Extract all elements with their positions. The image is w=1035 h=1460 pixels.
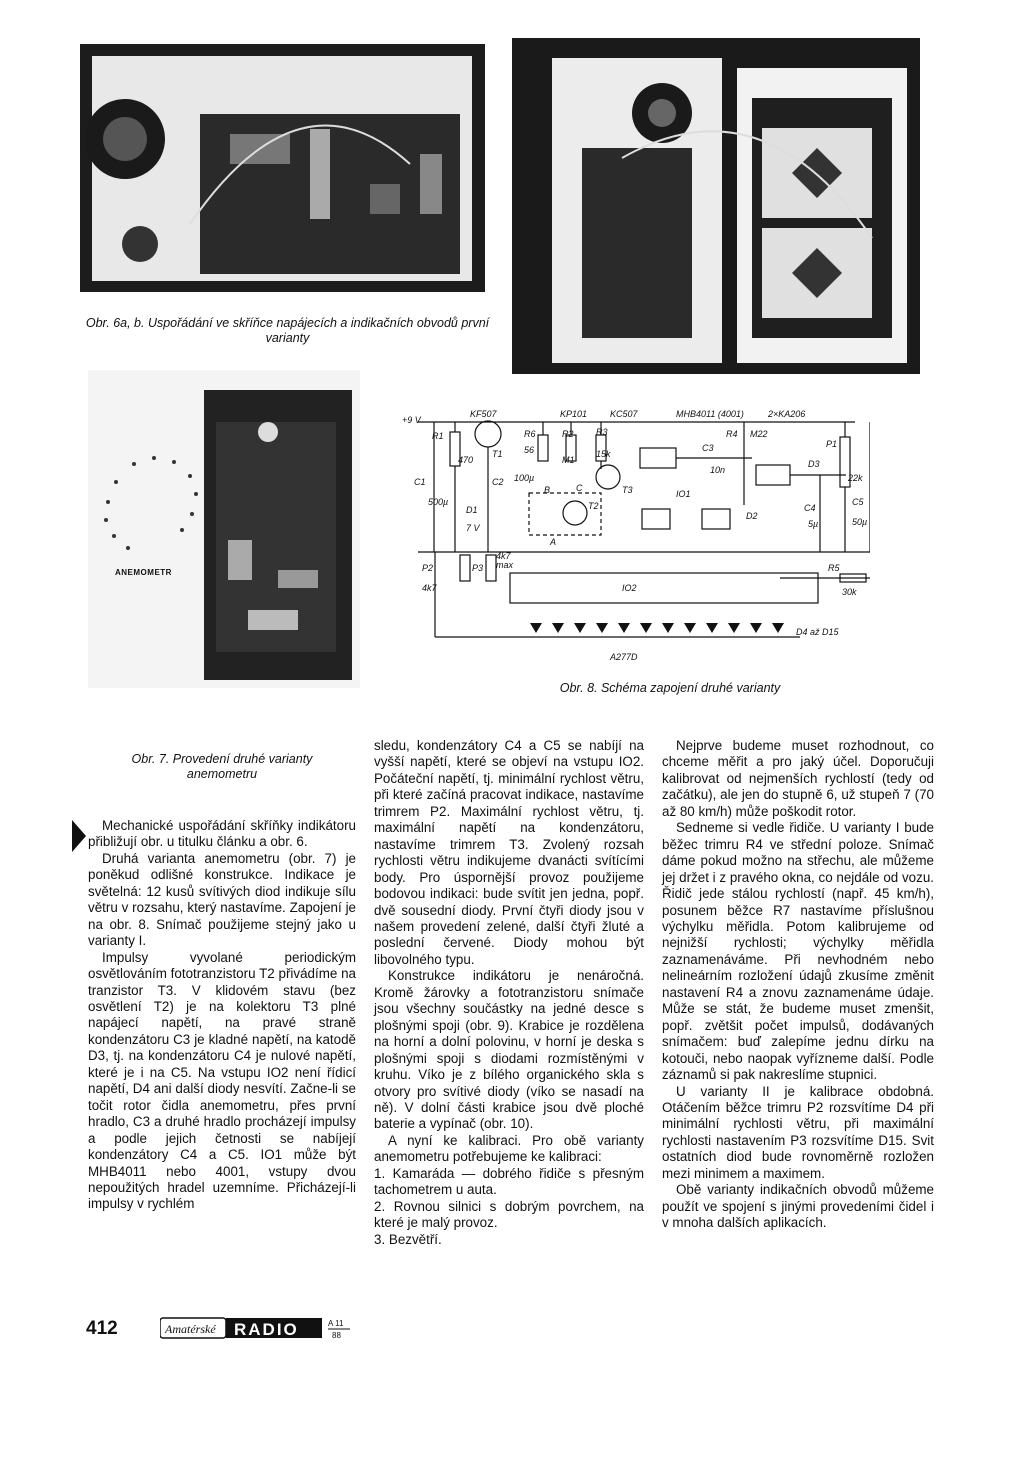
schem-label-m22: M22	[750, 429, 768, 439]
schem-label-b: B	[544, 485, 551, 495]
schem-label-t3: T3	[622, 485, 633, 495]
col2-para-1: sledu, kondenzátory C4 a C5 se nabíjí na vyšší napětí, které se objeví na vstupu IO2. Počáteční napětí, tj. minimální rychlost větru, při které začíná pracovat indikace, nastavíme trimrem P2. Maximální rychlost větru, tj. maximální napětí na kondenzátoru, nastavíme trimrem T3. Zvolený rozsah rychlosti větru indikujeme dvanácti svítícími body. Pro úspornější provoz použijeme bodovou indikaci: bude svítit jen jedna, popř. dvě sousední diody. První čtyři diody jsou v našem provedení zelené, další čtyři žluté a poslední červené. Diody mohou být libovolného typu.	[374, 738, 644, 967]
schem-label-supply: +9 V	[402, 415, 421, 425]
schem-label-c1: C1	[414, 477, 426, 487]
col2-list-item-2: 2. Rovnou silnici s dobrým povrchem, na které je malý provoz.	[374, 1198, 644, 1231]
schem-label-m1: M1	[562, 455, 575, 465]
col2-list-item-3: 3. Bezvětří.	[374, 1231, 442, 1247]
schem-label-c50u: 50µ	[852, 517, 868, 527]
schem-label-ka206: 2×KA206	[768, 409, 806, 419]
schem-label-c2: C2	[492, 477, 504, 487]
schem-label-r2: R2	[562, 429, 574, 439]
schem-label-c500u: 500µ	[428, 497, 449, 507]
col3-para-3: U varianty II je kalibrace obdobná. Otáčením běžce trimru P2 rozsvítíme D4 při minimální rychlosti větru, při maximální rychlosti nastavením P3 rozsvítíme D15. Svit ostatních diod bude rovnoměrně rozložen mezi minimem a maximem.	[662, 1083, 934, 1181]
text-column-3	[662, 738, 934, 1232]
page-number: 412	[86, 1318, 118, 1339]
schem-label-kc507: KC507	[610, 409, 638, 419]
schem-label-d2: D2	[746, 511, 758, 521]
schem-label-v7: 7 V	[466, 523, 480, 533]
col1-para-1: Mechanické uspořádání skříňky indikátoru přibližují obr. u titulku článku a obr. 6.	[88, 818, 356, 850]
schem-label-kp101: KP101	[560, 409, 588, 419]
logo-block: RADIO	[234, 1320, 299, 1339]
col2-list-item-1: 1. Kamaráda — dobrého řidiče s přesným tachometrem u auta.	[374, 1165, 644, 1198]
schem-label-io1: IO1	[676, 489, 691, 499]
col3-para-1: Nejprve budeme muset rozhodnout, co chceme měřit a pro jaký účel. Doporučuji kalibrovat od nejmenších rychlostí (tedy od začátku), ale jen do stupně 6, už stupeň 7 (70 až 80 km/h) může poškodit rotor.	[662, 738, 934, 819]
caption-fig8: Obr. 8. Schéma zapojení druhé varianty	[559, 681, 781, 695]
schem-label-kf507: KF507	[470, 409, 497, 419]
schem-label-c5u: 5µ	[808, 519, 819, 529]
logo-issue-bottom: 88	[332, 1331, 341, 1340]
schem-label-d1: D1	[466, 505, 478, 515]
photo-fig6b	[512, 38, 920, 374]
text-column-1	[88, 818, 356, 1213]
schem-label-r1: R1	[432, 431, 444, 441]
schem-label-r5: R5	[828, 563, 840, 573]
logo-issue-top: A 11	[328, 1319, 344, 1328]
photo-fig7	[88, 370, 360, 688]
photo-fig7-image	[88, 370, 360, 688]
schem-label-c3: C3	[702, 443, 714, 453]
schem-label-r22k: 22k	[848, 473, 863, 483]
caption-fig6: Obr. 6a, b. Uspořádání ve skříňce napájecích a indikačních obvodů první varianty	[85, 316, 490, 345]
schem-label-mhb: MHB4011 (4001)	[676, 409, 744, 419]
anemometer-label: ANEMOMETR	[115, 568, 172, 577]
schem-label-r4: R4	[726, 429, 738, 439]
schem-label-max: max	[496, 560, 514, 570]
schem-label-r470: 470	[458, 455, 474, 465]
schem-label-r56: 56	[524, 445, 535, 455]
col1-para-3: Impulsy vyvolané periodickým osvětlováním fototranzistoru T2 přivádíme na tranzistor T3. V klidovém stavu (bez osvětlení T2) je na kolektoru T3 plné napájecí napětí, na pravé straně kondenzátoru C3 je kladné napětí, na katodě D3, tj. na kondenzátoru C4 je nulové napětí, které je i na C5. Na vstupu IO2 není řídicí napětí, D4 ani další diody nesvítí. Začne-li se točit rotor čidla anemometru, přes první hradlo, C3 a druhé hradlo procházejí impulsy a podle jejich četnosti se nabíjejí kondenzátory C4 a C5. IO1 může být MHB4011 nebo 4001, vstupy dvou nepoužitých hradel uzemníme. Přicházejí-li impulsy v rychlém	[88, 949, 356, 1212]
text-column-2	[374, 738, 644, 1248]
schem-label-io2: IO2	[622, 583, 637, 593]
schem-label-a: A	[550, 537, 557, 547]
schem-label-c4: C4	[804, 503, 816, 513]
photo-fig6b-image	[512, 38, 920, 374]
schem-label-a277: A277D	[610, 652, 638, 662]
schem-label-r30k: 30k	[842, 587, 857, 597]
photo-fig6a	[80, 44, 485, 292]
article-marker	[72, 820, 86, 852]
schem-label-p3v: 4k7	[496, 551, 511, 561]
schem-label-c100u: 100µ	[514, 473, 535, 483]
col3-para-4: Obě varianty indikačních obvodů můžeme použít ve spojení s jinými provedeními čidel i v mnoha dalších aplikacích.	[662, 1182, 934, 1231]
schem-label-t1: T1	[492, 449, 503, 459]
caption-fig7: Obr. 7. Provedení druhé varianty anemometru	[131, 752, 313, 781]
schem-label-p3: P3	[472, 563, 484, 573]
col1-para-2: Druhá varianta anemometru (obr. 7) je poněkud odlišné konstrukce. Indikace je světelná: 12 kusů svítivých diod indikuje sílu větru v rozsahu, který nastavíme. Zapojení je na obr. 8. Snímač použijeme stejný jako u varianty I.	[88, 850, 356, 949]
photo-fig6a-image	[80, 44, 485, 292]
schem-label-p1: P1	[826, 439, 838, 449]
col2-para-3: A nyní ke kalibraci. Pro obě varianty anemometru potřebujeme ke kalibraci:	[374, 1132, 644, 1165]
magazine-logo	[160, 1316, 358, 1340]
logo-script: Amatérské	[165, 1322, 216, 1336]
schem-label-t2: T2	[588, 501, 599, 511]
schem-label-p2: P2	[422, 563, 434, 573]
schem-label-r6: R6	[524, 429, 536, 439]
col2-para-2: Konstrukce indikátoru je nenáročná. Kromě žárovky a fototranzistoru snímače jsou všechny součástky na jedné desce s plošnými spoji (obr. 9). Krabice je rozdělena na horní a dolní polovinu, v horní je deska s plošnými spoji s diodami rozmístěnými v kruhu. Víko je z bílého organického skla s otvory pro svítivé diody (víko se nasadí na ně). V dolní části krabice jsou dvě ploché baterie a vypínač (obr. 10).	[374, 968, 644, 1132]
schem-label-p2v: 4k7	[422, 583, 437, 593]
schem-label-c10n: 10n	[710, 465, 726, 475]
schem-label-r15k: 15k	[596, 449, 611, 459]
schem-label-r3: R3	[596, 427, 608, 437]
schem-label-dled: D4 až D15	[796, 627, 839, 637]
schematic-fig8	[400, 405, 870, 670]
schem-label-c: C	[576, 483, 583, 493]
schem-label-d3: D3	[808, 459, 820, 469]
schem-label-c5: C5	[852, 497, 864, 507]
col3-para-2: Sedneme si vedle řidiče. U varianty I bude běžec trimru R4 ve střední poloze. Snímač dáme pokud možno na střechu, ale můžeme jej držet i z pravého okna, co nejdále od vozu. Řidič jede stálou rychlostí (např. 45 km/h), posunem běžce R7 nastavíme příslušnou výchylku měřidla. Potom kalibrujeme od nejnižší rychlosti; výchylky měřidla zaznamenáváme. Při nevhodném nebo nelineárním rozložení údajů zkusíme změnit nastavení R4 a znovu zaznamenáme údaje. Může se stát, že budeme muset zmenšit, popř. zvětšit počet impulsů, dodávaných snímačem: buď zalepíme jednu dírku na kotouči, nebo naopak vyřízneme další. Podle záznamů si pak nakreslíme stupnici.	[662, 820, 934, 1083]
